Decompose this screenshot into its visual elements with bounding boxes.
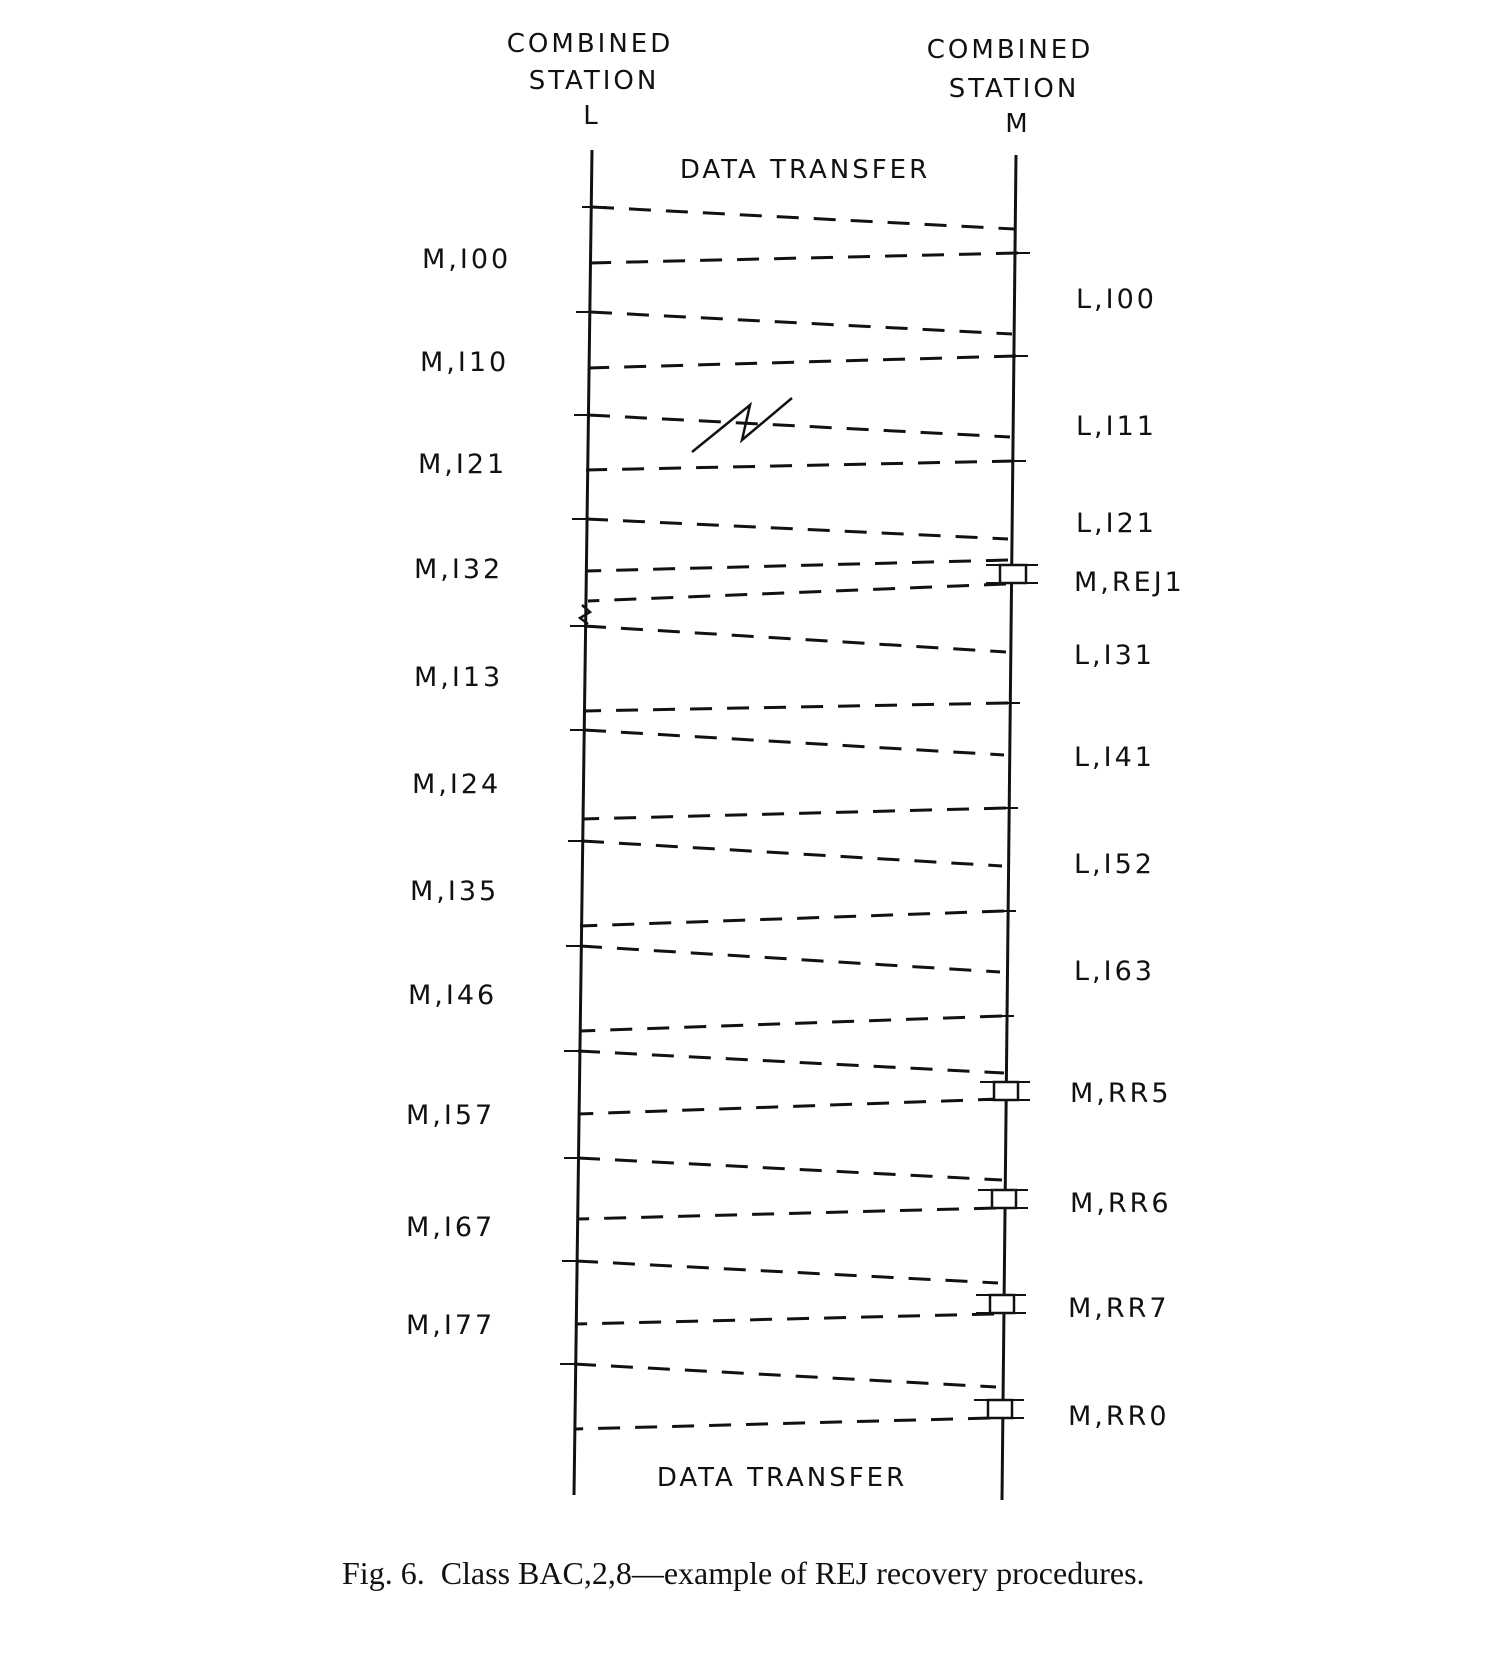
- right-frame-labels: [1068, 284, 1185, 1432]
- frame-m-to-l: [578, 1099, 1000, 1114]
- frame-m-to-l: [586, 461, 1014, 470]
- left-frame-label: M,I00: [422, 244, 512, 275]
- frame-l-to-m: [578, 1051, 1004, 1073]
- station-l-lifeline: [574, 150, 592, 1495]
- left-frame-labels: [406, 244, 511, 1341]
- left-frame-label: M,I57: [406, 1100, 496, 1131]
- frame-m-to-l: [580, 911, 1004, 926]
- frame-l-to-m: [582, 841, 1002, 866]
- frame-m-to-l: [590, 253, 1018, 263]
- right-frame-label: L,I00: [1076, 284, 1157, 315]
- left-frame-label: M,I67: [406, 1212, 496, 1243]
- m-to-l-frames: [576, 253, 1030, 1429]
- right-frame-label: M,RR5: [1070, 1078, 1172, 1109]
- left-frame-label: M,I46: [408, 980, 498, 1011]
- frame-m-to-l: [580, 1016, 1002, 1031]
- station-m-header-line3: M: [1005, 109, 1031, 139]
- frame-l-to-m: [584, 730, 1004, 755]
- frame-m-to-l: [588, 356, 1016, 368]
- frame-l-to-m: [590, 312, 1012, 334]
- station-m-header: [927, 35, 1093, 139]
- right-frame-label: M,RR7: [1068, 1293, 1170, 1324]
- frame-l-to-m-lost: [588, 415, 1010, 437]
- left-frame-label: M,I13: [414, 662, 504, 693]
- figure-caption: Fig. 6. Class BAC,2,8—example of REJ recovery procedures.: [342, 1555, 1145, 1591]
- frame-m-to-l: [576, 1418, 990, 1429]
- station-l-header-line1: COMBINED: [506, 29, 674, 59]
- rr5-frame-symbol: [980, 1082, 1030, 1100]
- left-frame-label: M,I35: [410, 876, 500, 907]
- right-frame-label: M,REJ1: [1074, 567, 1185, 598]
- frame-m-to-l: [576, 1314, 994, 1324]
- left-frame-label: M,I24: [412, 769, 502, 800]
- left-frame-label: M,I77: [406, 1310, 496, 1341]
- right-frame-label: L,I31: [1074, 640, 1155, 671]
- left-frame-label: M,I32: [414, 554, 504, 585]
- rr0-frame-symbol: [974, 1400, 1024, 1418]
- rr7-frame-symbol: [976, 1295, 1026, 1313]
- station-m-header-line2: STATION: [948, 74, 1080, 104]
- frame-m-to-l: [586, 560, 1008, 571]
- frame-l-to-m: [584, 626, 1006, 652]
- bottom-data-transfer-label: DATA TRANSFER: [656, 1463, 908, 1493]
- right-frame-label: M,RR6: [1070, 1188, 1172, 1219]
- left-frame-label: M,I10: [420, 347, 510, 378]
- station-l-header-line3: L: [583, 101, 601, 131]
- frame-l-to-m: [580, 946, 1000, 972]
- frame-m-to-l-rej: [588, 584, 1006, 601]
- frame-l-to-m: [574, 1364, 996, 1387]
- frame-m-to-l: [584, 703, 1008, 711]
- top-data-transfer-label: DATA TRANSFER: [679, 155, 931, 185]
- frame-l-to-m: [578, 1158, 1002, 1180]
- frame-l-to-m: [592, 207, 1014, 229]
- right-frame-label: L,I41: [1074, 742, 1155, 773]
- frame-l-to-m: [586, 519, 1008, 539]
- frame-m-to-l: [582, 808, 1006, 819]
- right-frame-label: L,I11: [1076, 411, 1157, 442]
- right-frame-label: L,I21: [1076, 508, 1157, 539]
- station-l-header-line2: STATION: [528, 66, 660, 96]
- lifeline-kink: [580, 605, 590, 624]
- right-frame-label: L,I52: [1074, 849, 1155, 880]
- right-frame-label: L,I63: [1074, 956, 1155, 987]
- frame-l-to-m: [576, 1261, 998, 1283]
- rej-frame-symbol: [986, 565, 1038, 583]
- station-l-header: [507, 29, 673, 131]
- right-frame-label: M,RR0: [1068, 1401, 1170, 1432]
- left-frame-label: M,I21: [418, 449, 508, 480]
- rr6-frame-symbol: [978, 1190, 1028, 1208]
- frame-m-to-l: [578, 1208, 996, 1219]
- station-m-header-line1: COMBINED: [926, 35, 1094, 65]
